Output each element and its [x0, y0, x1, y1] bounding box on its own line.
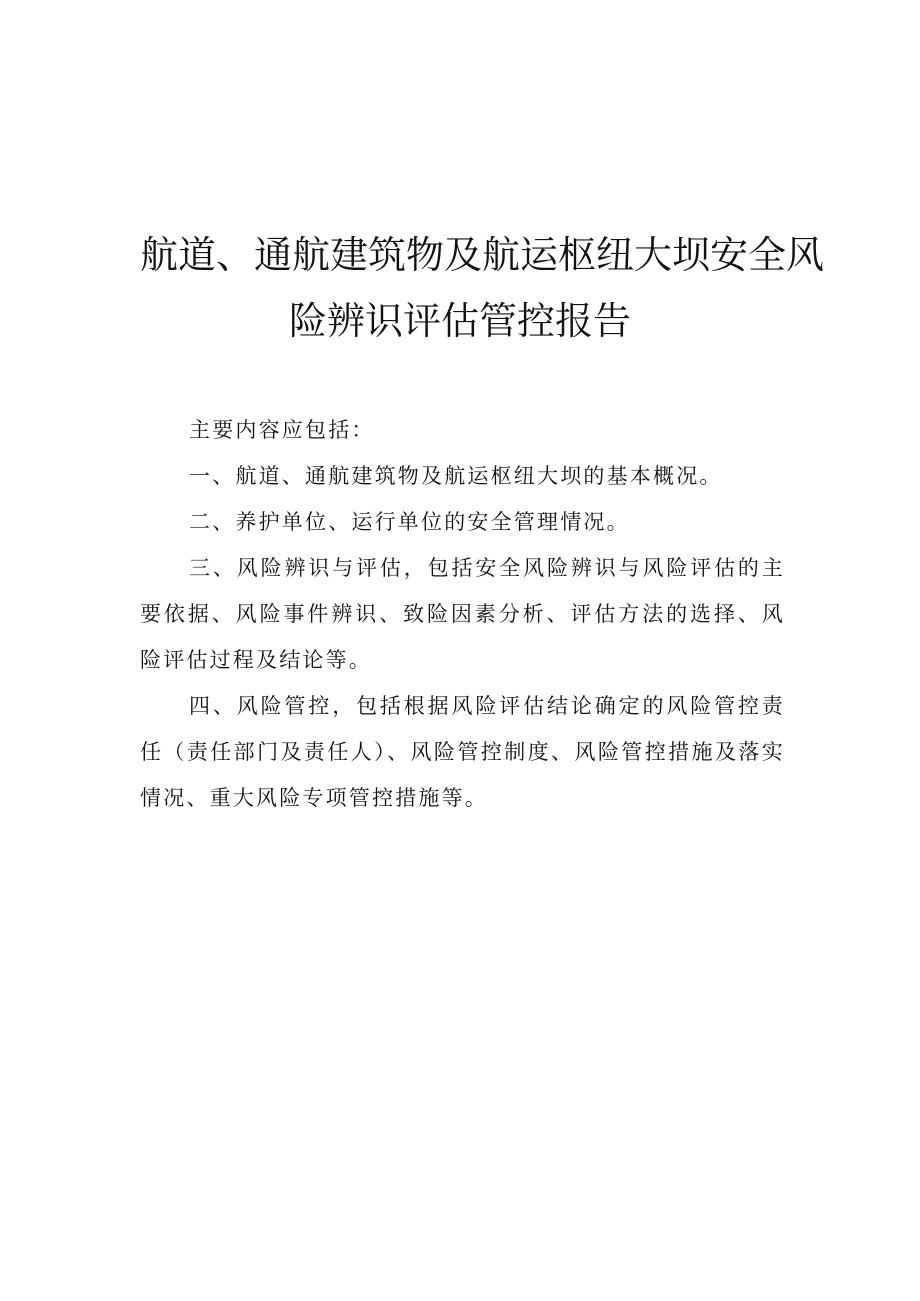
title-line-2: 险辨识评估管控报告	[288, 299, 631, 343]
item-paragraph-4: 四、风险管控，包括根据风险评估结论确定的风险管控责任（责任部门及责任人）、风险管控制度、风险管控措施及落实情况、重大风险专项管控措施等。	[140, 694, 785, 810]
item-paragraph-2: 二、养护单位、运行单位的安全管理情况。	[189, 510, 630, 534]
title-line-1: 航道、通航建筑物及航运枢纽大坝安全风	[140, 233, 825, 277]
document-title	[140, 222, 825, 354]
item-paragraph-1: 一、航道、通航建筑物及航运枢纽大坝的基本概况。	[189, 464, 723, 488]
item-paragraph-3: 三、风险辨识与评估，包括安全风险辨识与风险评估的主要依据、风险事件辨识、致险因素分析、评估方法的选择、风险评估过程及结论等。	[140, 556, 785, 672]
document-body	[140, 407, 785, 821]
intro-paragraph: 主要内容应包括：	[189, 418, 375, 442]
